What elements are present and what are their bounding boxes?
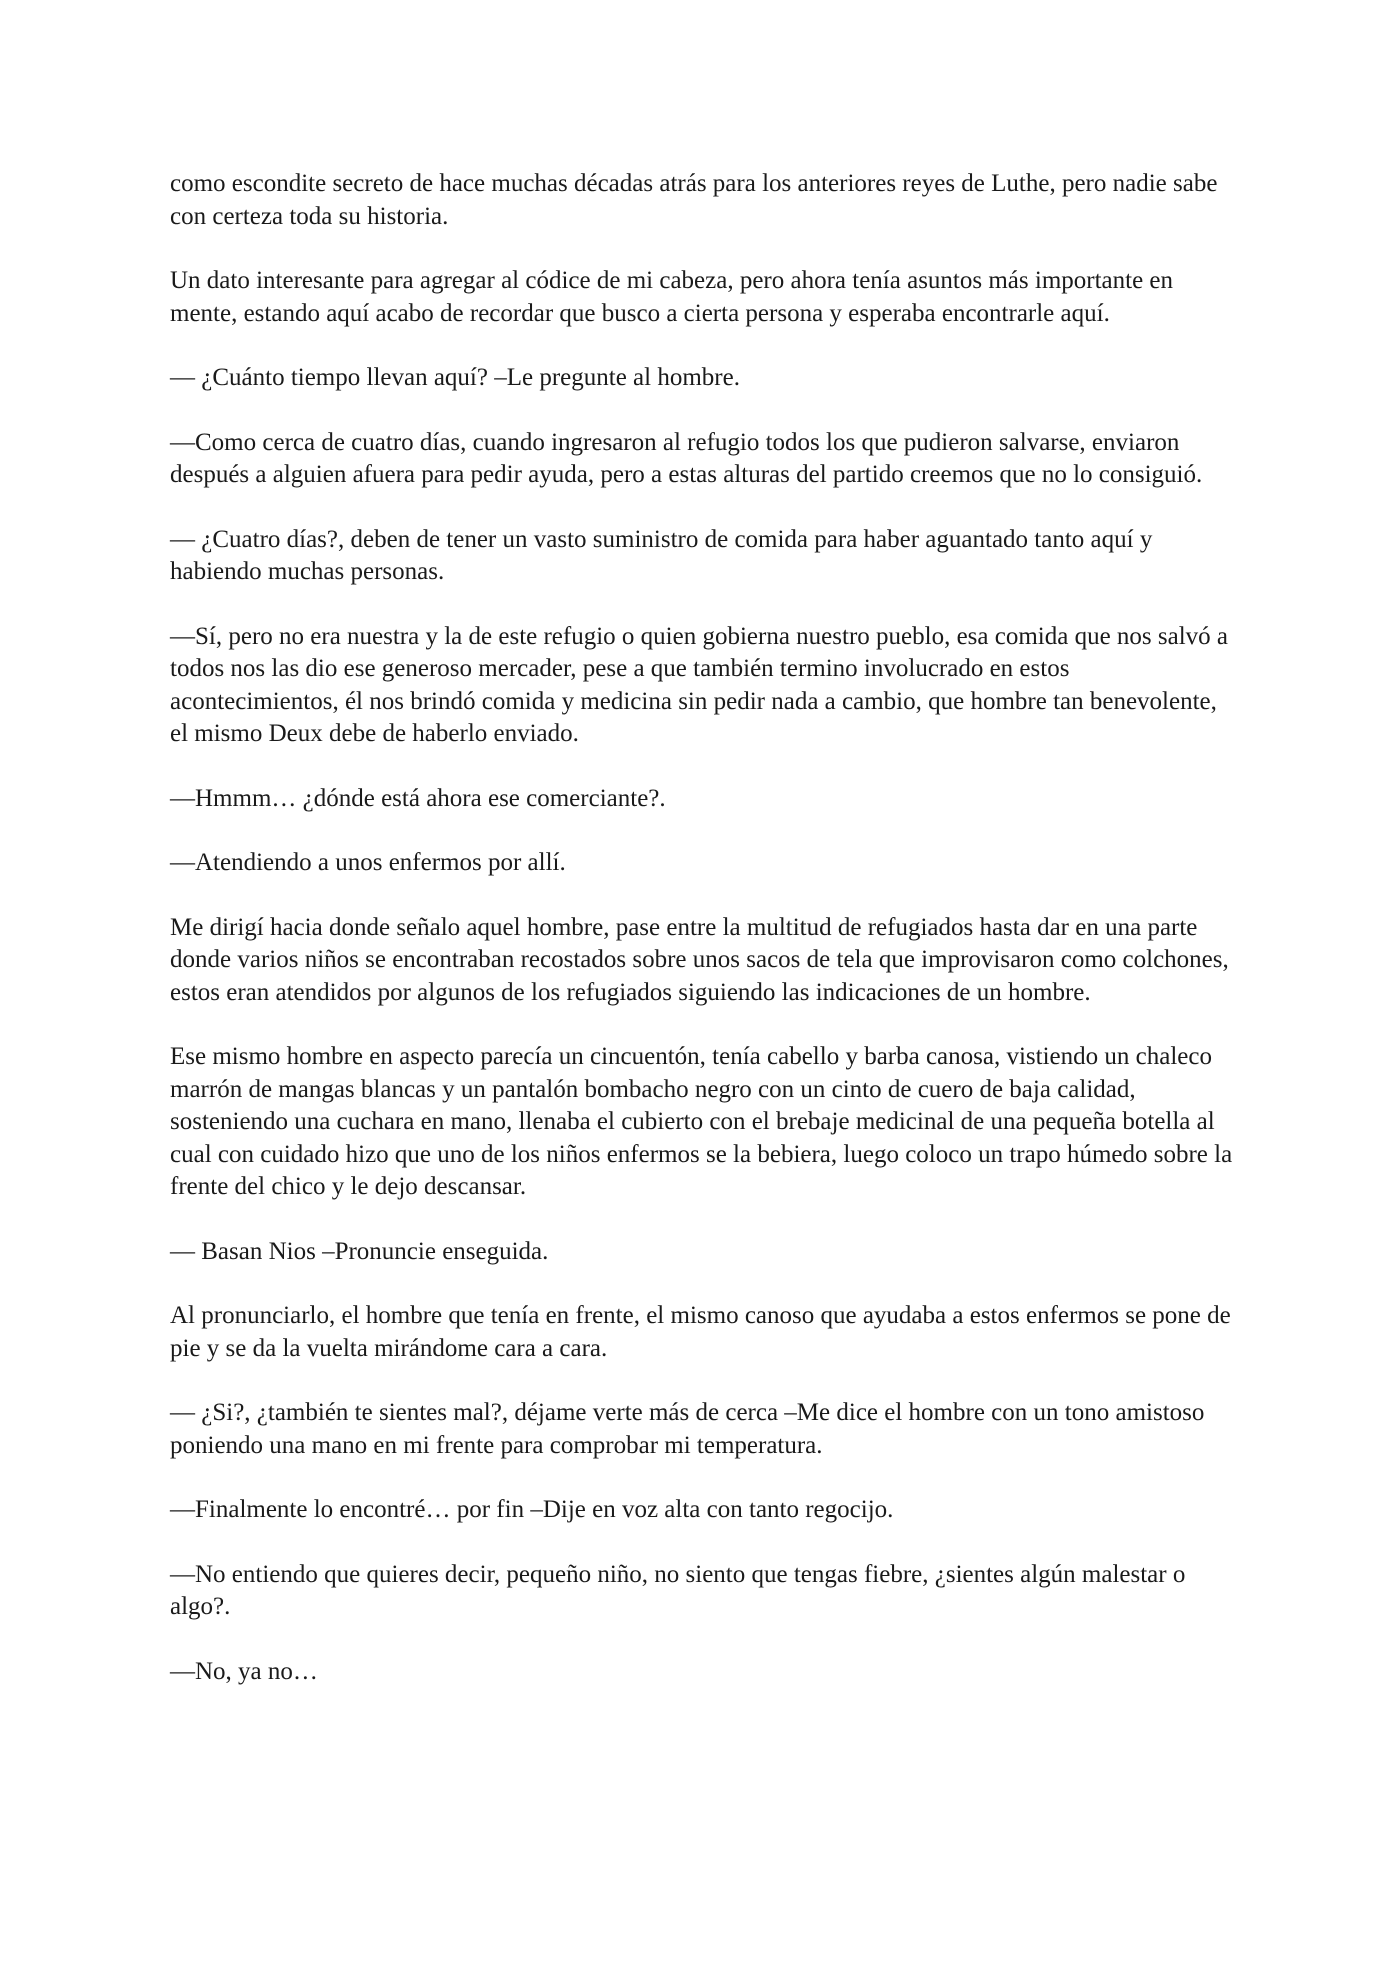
paragraph: Ese mismo hombre en aspecto parecía un cincuentón, tenía cabello y barba canosa, vistiendo un chaleco marrón de mangas blancas y un pantalón bombacho negro con un cinto de cuero de baja calidad, sosteniendo una cuchara en mano, llenaba el cubierto con el brebaje medicinal de una pequeña botella al cual con cuidado hizo que uno de los niños enfermos se la bebiera, luego coloco un trapo húmedo sobre la frente del chico y le dejo descansar.	[170, 1043, 1233, 1200]
paragraph: Un dato interesante para agregar al códice de mi cabeza, pero ahora tenía asuntos más importante en mente, estando aquí acabo de recordar que busco a cierta persona y esperaba encontrarle aquí.	[170, 267, 1174, 327]
paragraph: —Sí, pero no era nuestra y la de este refugio o quien gobierna nuestro pueblo, esa comida que nos salvó a todos nos las dio ese generoso mercader, pese a que también termino involucrado en estos acontecimientos, él nos brindó comida y medicina sin pedir nada a cambio, que hombre tan benevolente, el mismo Deux debe de haberlo enviado.	[170, 622, 1229, 747]
paragraph: —Finalmente lo encontré… por fin –Dije en voz alta con tanto regocijo.	[170, 1496, 894, 1523]
paragraph: — Basan Nios –Pronuncie enseguida.	[170, 1237, 549, 1265]
paragraph: — ¿Si?, ¿también te sientes mal?, déjame verte más de cerca –Me dice el hombre con un tono amistoso poniendo una mano en mi frente para comprobar mi temperatura.	[170, 1399, 1205, 1459]
body-text	[170, 168, 1240, 1720]
paragraph: —Hmmm… ¿dónde está ahora ese comerciante?.	[170, 784, 666, 812]
paragraph: — ¿Cuatro días?, deben de tener un vasto suministro de comida para haber aguantado tanto aquí y habiendo muchas personas.	[170, 525, 1153, 585]
paragraph: como escondite secreto de hace muchas décadas atrás para los anteriores reyes de Luthe, pero nadie sabe con certeza toda su historia.	[170, 170, 1218, 230]
paragraph: Al pronunciarlo, el hombre que tenía en frente, el mismo canoso que ayudaba a estos enfermos se pone de pie y se da la vuelta mirándome cara a cara.	[170, 1302, 1231, 1362]
paragraph: — ¿Cuánto tiempo llevan aquí? –Le pregunte al hombre.	[170, 364, 740, 391]
paragraph: —Atendiendo a unos enfermos por allí.	[170, 849, 566, 876]
paragraph: —No entiendo que quieres decir, pequeño niño, no siento que tengas fiebre, ¿sientes algún malestar o algo?.	[170, 1560, 1186, 1620]
paragraph: Me dirigí hacia donde señalo aquel hombre, pase entre la multitud de refugiados hasta dar en una parte donde varios niños se encontraban recostados sobre unos sacos de tela que improvisaron como colchones, estos eran atendidos por algunos de los refugiados siguiendo las indicaciones de un hombre.	[170, 913, 1229, 1006]
paragraph: —Como cerca de cuatro días, cuando ingresaron al refugio todos los que pudieron salvarse, enviaron después a alguien afuera para pedir ayuda, pero a estas alturas del partido creemos que no lo consiguió.	[170, 428, 1203, 488]
paragraph: —No, ya no…	[170, 1657, 318, 1685]
